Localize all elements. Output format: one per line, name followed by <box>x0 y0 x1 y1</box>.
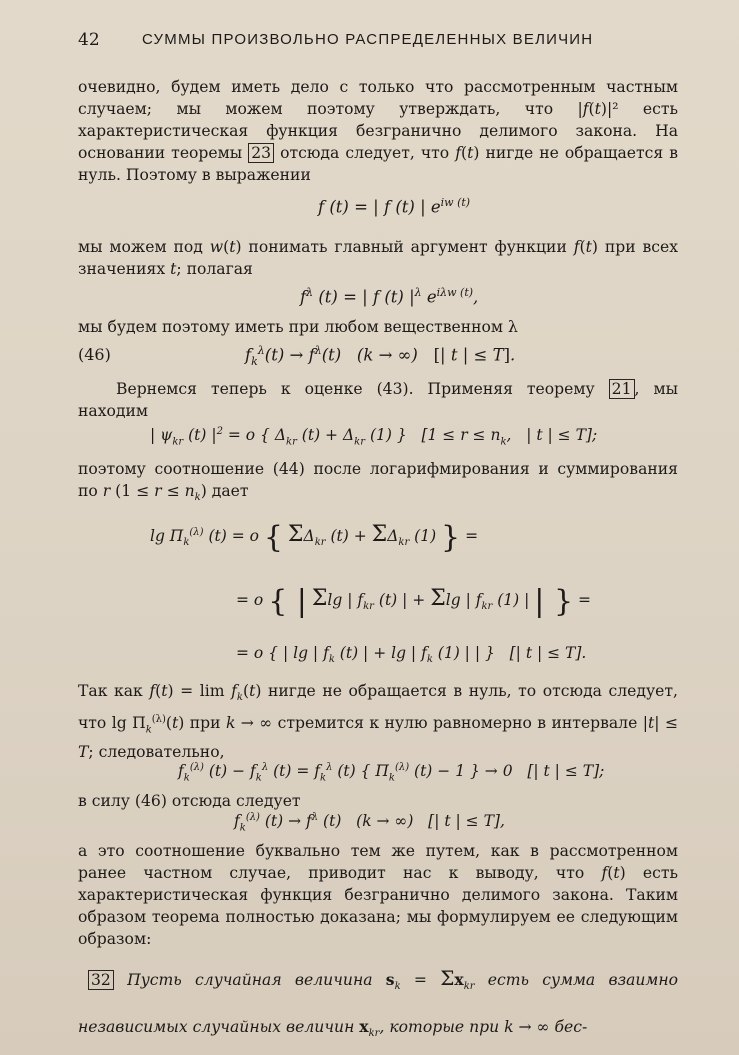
paragraph-3: мы будем поэтому иметь при любом вещественном λ <box>78 318 518 336</box>
equation-power-definition: $f^\lambda$ (t) = | f (t) $|^\lambda$ $e^{i\lambda w (t)}$, <box>300 286 479 307</box>
running-title: СУММЫ ПРОИЗВОЛЬНО РАСПРЕДЕЛЕННЫХ ВЕЛИЧИН <box>142 31 594 48</box>
equation-46: $f_k^\lambda(t) \to f^\lambda(t) (k$ → ∞) [| t | ≤ T]. <box>245 344 516 368</box>
paragraph-2: мы можем под w(t) понимать главный аргумент функции f(t) при всех значениях t; полагая <box>78 238 678 278</box>
paragraph-8: а это соотношение буквально тем же путем, как в рассмотренном ранее частном случае, приводит нас к выводу, что f(t) есть характеристическая функция безгранично делимого закона. Таким образом теорема полностью доказана; мы формулируем ее следующим образом: <box>78 842 678 948</box>
equation-log-line-1: $\lg \Pi_k^{(\lambda)}$ (t) = o { $\Sigma\Delta_{kr}$ $(t) + \Sigma\Delta_{kr}$ (1) } = <box>150 520 479 555</box>
equation-difference: $f_k^{(\lambda)}$ $(t) - f_k^\lambda$ $(t) = f_k^\lambda$ (t) { $\Pi_k^{(\lambda)}$ (t) − 1 } → 0 [| t | ≤ T]; <box>178 762 605 784</box>
equation-polar-form: f (t) = | f (t) | $e^{iw (t)}$ <box>318 196 471 217</box>
equation-psi-estimate: | $\psi_{kr}$ (t) $|^2 = o$ { $\Delta_{kr}$ $(t) + \Delta_{kr}$ (1) } [$1 \le r \le n_k$, | t | ≤ T]; <box>150 426 598 448</box>
theorem-label: 32 <box>88 970 114 990</box>
paragraph-4: Вернемся теперь к оценке (43). Применяя теорему 21 , мы находим <box>78 380 678 420</box>
equation-convergence: $f_k^{(\lambda)}$ $(t) \to f^\lambda$ (t) (k → ∞) [| t | ≤ T], <box>234 812 505 834</box>
page-number: 42 <box>78 30 100 50</box>
equation-log-line-3: = o { | lg | $f_k$ (t) | + lg | $f_k$ (1) | | } [| t | ≤ T]. <box>236 644 587 666</box>
paragraph-1: очевидно, будем иметь дело с только что рассмотренным частным случаем; мы можем поэтому утверждать, что |f(t)|² есть характеристическая функция безгранично делимого закона. На основании теоремы 23 отсюда следует, что f(t) нигде не обращается в нуль. Поэтому в выражении <box>78 78 678 184</box>
page-header <box>78 30 678 60</box>
paragraph-7: в силу (46) отсюда следует <box>78 792 301 810</box>
paragraph-5: поэтому соотношение (44) после логарифмирования и суммирования по r $(1 \le r \le n_k)$ дает <box>78 460 678 504</box>
equation-log-line-2: = o { | Σlg | $f_{kr}$ (t) | + Σlg | $f_{kr}$ (1) | | } = <box>236 584 591 619</box>
theorem-32: 32 Пусть случайная величина $s_k = \Sigma x_{kr}$ есть сумма взаимно независимых случайных величин $x_{kr}$, которые при k → ∞ бес- <box>78 966 679 1040</box>
equation-number-46: (46) <box>78 345 111 364</box>
paragraph-6: Так как $f(t) = \lim f_k(t)$ нигде не обращается в нуль, то отсюда следует, что $\lg \Pi_k^{(\lambda)}(t)$ при k → ∞ стремится к нулю равномерно в интервале |t| ≤ T; следовательно, <box>78 682 678 762</box>
